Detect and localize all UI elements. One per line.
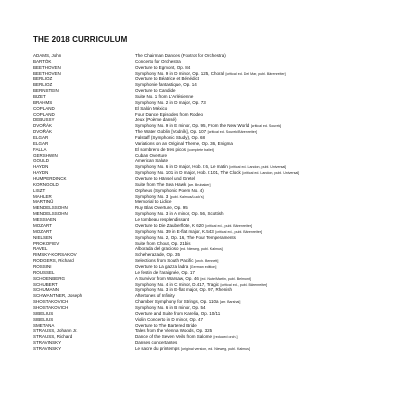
work-title: Symphony No. 3 in A minor, Op. 56, Scottish	[135, 211, 224, 217]
composer-name: ROUSSEL	[33, 269, 55, 275]
work-title: Falstaff (Symphonic Study), Op. 68	[135, 135, 205, 141]
work-title: Overture to La gazza ladra	[135, 263, 189, 269]
composer-name: NIELSEN	[33, 234, 53, 240]
edition-note: [ed. Nieweg, publ. Kalmus]	[180, 247, 223, 252]
composer-name: LISZT	[33, 187, 46, 193]
work-title: El sombrero de tres picos	[135, 146, 187, 152]
composer-name: STRAUSS, Richard	[33, 334, 73, 340]
work-title: Violin Concerto in D minor, Op. 47	[135, 316, 203, 322]
composer-name: PROKOFIEV	[33, 240, 60, 246]
work-title: Suite from Chout, Op. 21bis	[135, 240, 191, 246]
work-title: Symphonie fantastique, Op. 14	[135, 82, 197, 88]
work-title: Overture to Béatrice et Bénédict	[135, 76, 200, 82]
work-title: Overture to Hänsel und Gretel	[135, 176, 196, 182]
work-title: Jeux (Poème dansé)	[135, 117, 177, 123]
repertoire-list	[33, 53, 393, 352]
composer-name: SCHUBERT	[33, 281, 58, 287]
edition-note: [original version, ed. Nieweg, publ. Kalmus]	[181, 346, 250, 351]
composer-name: MENDELSSOHN	[33, 205, 68, 211]
composer-name: GERSHWIN	[33, 152, 58, 158]
composer-name: SIBELIUS	[33, 316, 54, 322]
work-title: Variations on an Original Theme, Op. 36, Enigma	[135, 140, 233, 146]
composer-name: KORNGOLD	[33, 181, 59, 187]
edition-note: [critical ed., publ. Bärenreiter]	[220, 282, 268, 287]
work-title: Cuban Overture	[135, 152, 168, 158]
list-item	[33, 346, 393, 352]
edition-note: [critical ed. Sourek]	[250, 124, 282, 129]
composer-name: MESSIAEN	[33, 217, 57, 223]
composer-name: SMETANA	[33, 322, 55, 328]
work-title: Alborada del gracioso	[135, 246, 179, 252]
work-title: Le tombeau resplendissant	[135, 217, 190, 223]
work-title: Dance of the Seven Veils from Salome	[135, 334, 213, 340]
composer-name: SIBELIUS	[33, 310, 54, 316]
work-title: El Salón México	[135, 105, 168, 111]
composer-name: ELGAR	[33, 140, 49, 146]
composer-name: SHOSTAKOVICH	[33, 299, 69, 305]
work-title: Symphony No. 39 in E-flat major, K.543	[135, 228, 214, 234]
composer-name: STRAVINSKY	[33, 340, 62, 346]
work-title: Symphony No. 2, Op. 16, The Four Temperaments	[135, 234, 236, 240]
composer-name: BERLIOZ	[33, 76, 53, 82]
edition-note: [critical ed. Landon, publ. Universal]	[229, 165, 287, 170]
work-title: Symphony No. 4 in C minor, D.417, Tragic	[135, 281, 220, 287]
composer-name: ELGAR	[33, 135, 49, 141]
composer-name: RIMSKY-KORSAKOV	[33, 252, 77, 258]
work-title: The Chairman Dances (Foxtrot for Orchestra)	[135, 53, 226, 58]
composer-name: GOULD	[33, 158, 50, 164]
composer-name: STRAVINSKY	[33, 345, 62, 351]
composer-name: BARTÓK	[33, 58, 52, 64]
composer-name: SCHUMANN	[33, 287, 60, 293]
edition-note: [critical ed., publ. Bärenreiter]	[205, 223, 253, 228]
edition-note: [critical ed. Sourek/Bärenreiter]	[207, 130, 257, 135]
work-title: Symphony No. 3 in E-flat major, Op. 97, Rhenish	[135, 287, 233, 293]
work-title: Le sacre du printemps	[135, 345, 180, 351]
work-title: Ruy Blas Overture, Op. 95	[135, 205, 188, 211]
composer-name: BERLIOZ	[33, 82, 53, 88]
work-title: Symphony No. 6 in B minor, Op. 54	[135, 304, 206, 310]
work-title: The Water Goblin [Vodník], Op. 107	[135, 129, 207, 135]
composer-name: ROSSINI	[33, 263, 52, 269]
edition-note: [critical ed. Landon, publ. Universal]	[242, 171, 300, 176]
work-title: Symphony No. 2 in D major, Op. 73	[135, 99, 206, 105]
work-title: Orpheus (Symphonic Poem No. 4)	[135, 187, 204, 193]
page-title: THE 2018 CURRICULUM	[33, 35, 128, 44]
edition-note: [publ. Kalmus/Luck's]	[169, 194, 204, 199]
composer-name: BRAHMS	[33, 99, 53, 105]
composer-name: MARTINŮ	[33, 199, 54, 205]
work-title: Suite from The Sea Hawk	[135, 181, 187, 187]
edition-note: [ed. Nute/Martin, publ. Belmont]	[200, 276, 251, 281]
work-title: A Survivor from Warsaw, Op. 46	[135, 275, 199, 281]
work-title: Overture to Die Zauberflöte, K 620	[135, 222, 204, 228]
composer-name: ADAMS, John	[33, 53, 62, 58]
composer-name: COPLAND	[33, 111, 55, 117]
work-title: Le festin de l'araignée, Op. 17	[135, 269, 195, 275]
composer-name: DVOŘÁK	[33, 129, 53, 135]
work-title: Overture to Egmont, Op. 84	[135, 64, 191, 70]
composer-name: HUMPERDINCK	[33, 176, 67, 182]
composer-name: STRAUSS, Johann Jr.	[33, 328, 78, 334]
composer-name: BEETHOVEN	[33, 64, 61, 70]
work-title: Aftertones of Infinity	[135, 293, 175, 299]
edition-note: [critical ed., publ. Bärenreiter]	[215, 229, 263, 234]
work-title: Overture and Suite from Karelia, Op. 10/11	[135, 310, 221, 316]
work-title: Overture to The Bartered Bride	[135, 322, 197, 328]
composer-name: SCHOENBERG	[33, 275, 66, 281]
work-title: Memorial to Lidice	[135, 199, 172, 205]
work-title: Selections from South Pacific	[135, 258, 194, 264]
composer-name: SCHWANTNER, Joseph	[33, 293, 83, 299]
work-title: Chamber Symphony for Strings, Op. 110a	[135, 299, 219, 305]
work-title: American Salute	[135, 158, 169, 164]
composer-name: FALLA	[33, 146, 47, 152]
composer-name: SHOSTAKOVICH	[33, 304, 69, 310]
edition-note: [complete ballet]	[187, 147, 214, 152]
work-title: Symphony No. 9 in E minor, Op. 95, From the New World	[135, 123, 250, 129]
composer-name: MOZART	[33, 228, 52, 234]
edition-note: [arr. Brubaker]	[187, 182, 211, 187]
composer-name: COPLAND	[33, 105, 55, 111]
composer-name: BIZET	[33, 94, 46, 100]
edition-note: [German edition]	[189, 264, 217, 269]
work-title: Symphony No. 3	[135, 193, 169, 199]
work-title: Concerto for Orchestra	[135, 58, 181, 64]
composer-name: DVOŘÁK	[33, 123, 53, 129]
composer-name: BERNSTEIN	[33, 88, 59, 94]
edition-note: [reduced orch.]	[213, 335, 238, 340]
composer-name: BEETHOVEN	[33, 70, 61, 76]
work-title: Symphony No. 101 in D major, Hob. I:101, The Clock	[135, 170, 241, 176]
work-title: Tales from the Vienna Woods, Op. 325	[135, 328, 213, 334]
composer-name: MOZART	[33, 222, 52, 228]
composer-name: MENDELSSOHN	[33, 211, 68, 217]
composer-name: HAYDN	[33, 164, 49, 170]
work-cell	[135, 346, 393, 352]
composer-name: RAVEL	[33, 246, 48, 252]
composer-name: MAHLER	[33, 193, 52, 199]
work-title: Suite No. 1 from L'Arlésienne	[135, 94, 194, 100]
edition-note: [arr. Barshai]	[219, 300, 241, 305]
work-title: Four Dance Episodes from Rodeo	[135, 111, 204, 117]
composer-name: DEBUSSY	[33, 117, 55, 123]
work-title: Symphony No. 9 in D minor, Op. 125, Choral	[135, 70, 225, 76]
edition-note: [critical ed. Del Mar, publ. Bärenreiter]	[225, 71, 286, 76]
composer-name: RODGERS, Richard	[33, 258, 74, 264]
edition-note: [orch. Bennett]	[195, 259, 219, 264]
work-title: Danses concertantes	[135, 340, 178, 346]
work-title: Symphony No. 6 in D major, Hob. I:6, Le matin	[135, 164, 228, 170]
work-title: Overture to Candide	[135, 88, 176, 94]
work-title: Scheherazade, Op. 35	[135, 252, 181, 258]
composer-name: HAYDN	[33, 170, 49, 176]
